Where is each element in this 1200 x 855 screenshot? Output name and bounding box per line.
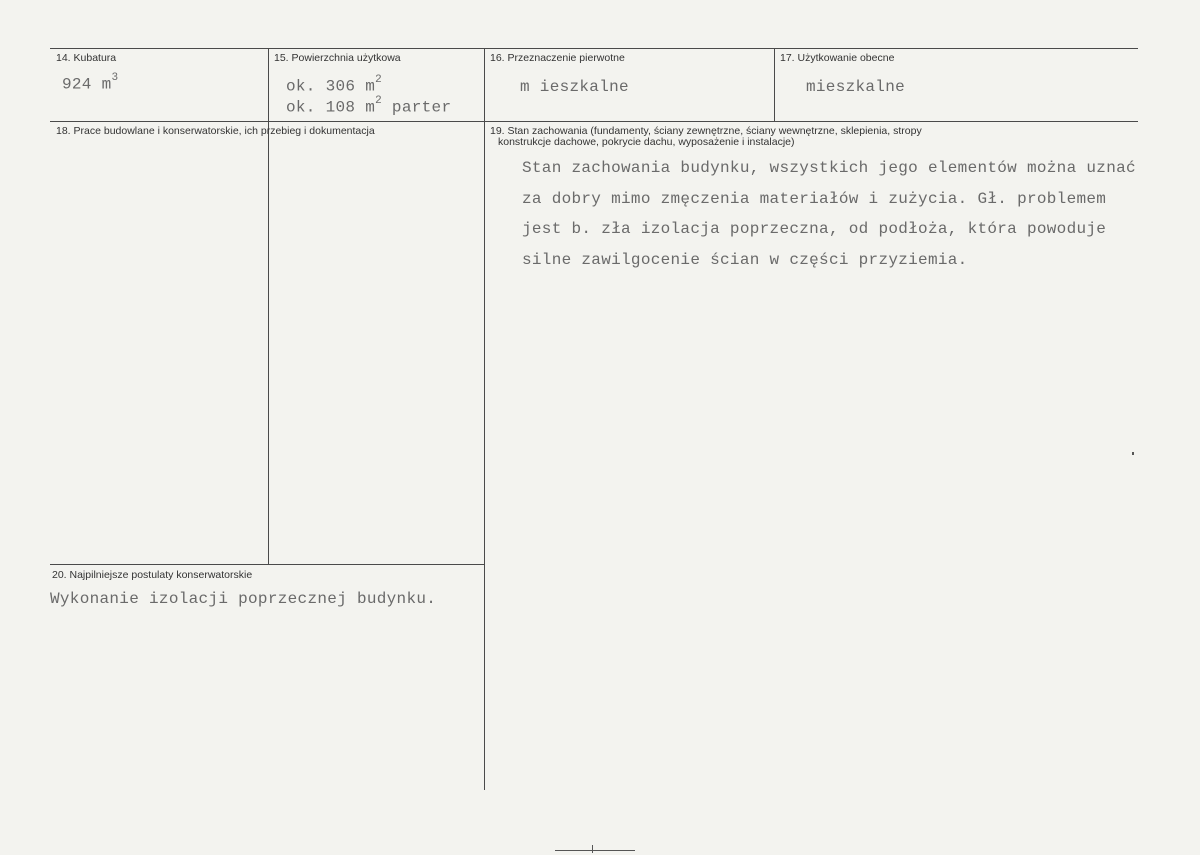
divider-16-17: [774, 48, 775, 122]
stan-zachowania-line-3: jest b. zła izolacja poprzeczna, od podłoża, która powoduje: [522, 220, 1107, 238]
kubatura-number: 924 m: [62, 75, 112, 94]
top-rule: [50, 48, 1138, 49]
bottom-tick-line: [555, 850, 635, 851]
row1-rule: [50, 121, 1138, 122]
stan-zachowania-line-2: za dobry mimo zmęczenia materiałów i zużycia. Gł. problemem: [522, 189, 1107, 208]
powierzchnia-line2-exponent: 2: [375, 95, 383, 107]
stan-zachowania-line-1: Stan zachowania budynku, wszystkich jego elementów można uznać: [522, 159, 1136, 177]
margin-dot: [1132, 452, 1134, 455]
stan-zachowania-text: [522, 153, 1136, 275]
uzytkowanie-label: 17. Użytkowanie obecne: [780, 52, 895, 64]
stan-zachowania-label-line2: konstrukcje dachowe, pokrycie dachu, wyposażenie i instalacje): [498, 136, 795, 148]
powierzchnia-line2-text: ok. 108 m: [286, 98, 376, 117]
powierzchnia-line1-exponent: 2: [375, 74, 383, 86]
powierzchnia-line1-text: ok. 306 m: [286, 77, 376, 96]
bottom-tick: [592, 845, 593, 853]
section20-rule: [50, 564, 484, 565]
prace-budowlane-label: 18. Prace budowlane i konserwatorskie, ich przebieg i dokumentacja: [56, 125, 375, 137]
przeznaczenie-value: m ieszkalne: [520, 78, 629, 96]
powierzchnia-line2: [286, 97, 451, 116]
kubatura-value: [62, 74, 118, 93]
przeznaczenie-label: 16. Przeznaczenie pierwotne: [490, 52, 625, 64]
kubatura-exponent: 3: [111, 72, 119, 84]
postulaty-value: Wykonanie izolacji poprzecznej budynku.: [50, 590, 437, 608]
stan-zachowania-line-4: silne zawilgocenie ścian w części przyziemia.: [522, 250, 968, 269]
stan-zachowania-label-line1: 19. Stan zachowania (fundamenty, ściany zewnętrzne, ściany wewnętrzne, sklepienia, stropy: [490, 125, 922, 137]
divider-15-16: [484, 48, 485, 790]
postulaty-label: 20. Najpilniejsze postulaty konserwatorskie: [52, 569, 253, 581]
uzytkowanie-value: mieszkalne: [806, 78, 906, 96]
powierzchnia-label: 15. Powierzchnia użytkowa: [274, 52, 401, 64]
powierzchnia-line2-suffix: parter: [382, 98, 452, 117]
kubatura-label: 14. Kubatura: [56, 52, 117, 64]
powierzchnia-line1: [286, 76, 382, 95]
